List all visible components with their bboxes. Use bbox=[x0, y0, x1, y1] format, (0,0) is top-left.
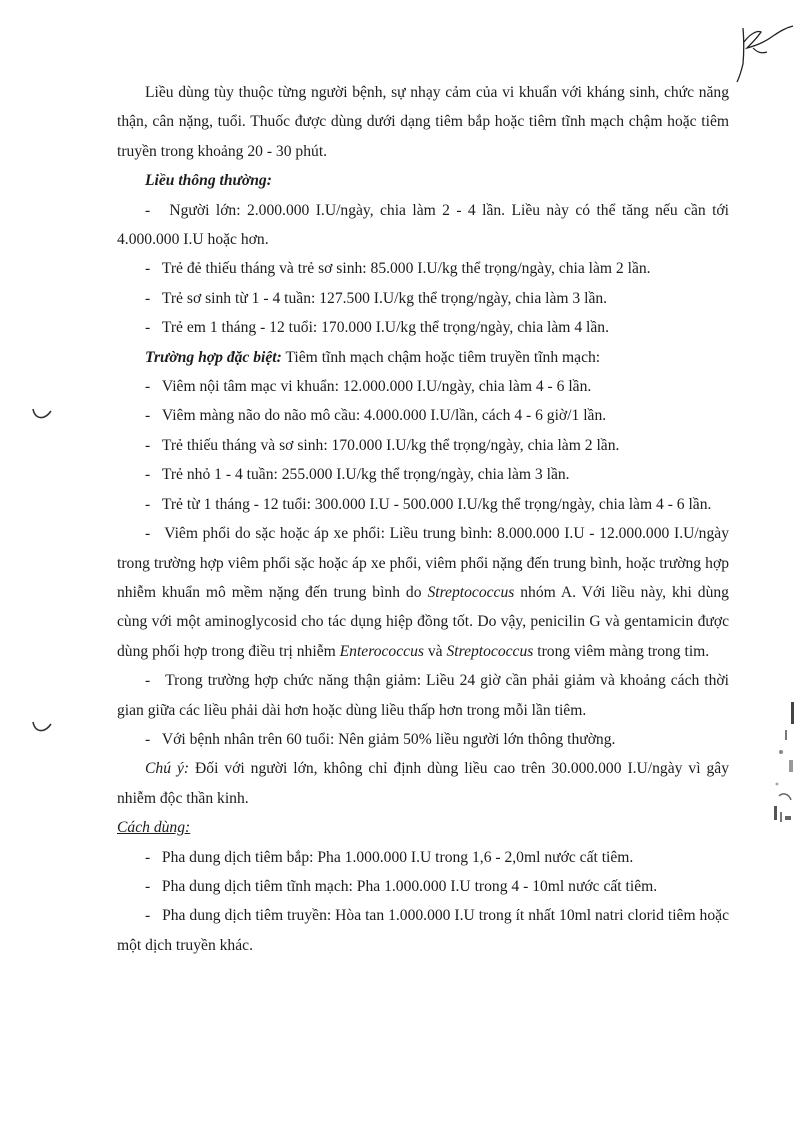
bullet-paragraph bbox=[117, 254, 729, 283]
text-run: Trẻ em 1 tháng - 12 tuổi: 170.000 I.U/kg thể trọng/ngày, chia làm 4 lần. bbox=[161, 319, 609, 337]
bullet-paragraph bbox=[117, 843, 729, 872]
bullet-marker: - bbox=[145, 319, 162, 337]
text-run: Trẻ thiếu tháng và sơ sinh: 170.000 I.U/kg thể trọng/ngày, chia làm 2 lần. bbox=[161, 436, 620, 454]
bullet-paragraph bbox=[117, 401, 729, 430]
text-run: Với bệnh nhân trên 60 tuổi: Nên giảm 50% liều người lớn thông thường. bbox=[161, 730, 616, 748]
bullet-paragraph bbox=[117, 460, 729, 489]
italic-text: Enterococcus bbox=[339, 642, 424, 660]
section-heading: Cách dùng: bbox=[117, 819, 191, 837]
paragraph bbox=[117, 78, 729, 166]
bullet-paragraph bbox=[117, 313, 729, 342]
text-run: Pha dung dịch tiêm bắp: Pha 1.000.000 I.U trong 1,6 - 2,0ml nước cất tiêm. bbox=[161, 848, 634, 866]
paragraph bbox=[117, 754, 729, 813]
text-run: Trẻ từ 1 tháng - 12 tuổi: 300.000 I.U - 500.000 I.U/kg thể trọng/ngày, chia làm 4 - 6 lần. bbox=[161, 495, 712, 513]
paragraph bbox=[117, 343, 729, 372]
paragraph bbox=[117, 813, 729, 842]
text-run: Viêm nội tâm mạc vi khuẩn: 12.000.000 I.U/ngày, chia làm 4 - 6 lần. bbox=[161, 378, 592, 396]
bullet-marker: - bbox=[145, 848, 162, 866]
subheading: Liều thông thường: bbox=[145, 172, 272, 190]
text-run: và bbox=[423, 642, 447, 660]
bullet-paragraph bbox=[117, 725, 729, 754]
text-run: Trẻ nhỏ 1 - 4 tuần: 255.000 I.U/kg thể trọng/ngày, chia làm 3 lần. bbox=[161, 466, 570, 484]
bullet-marker: - bbox=[145, 466, 162, 484]
text-run: Đối với người lớn, không chỉ định dùng liều cao trên 30.000.000 I.U/ngày vì gây nhiễm độc thần kinh. bbox=[117, 760, 729, 807]
text-run: Viêm màng não do não mô cầu: 4.000.000 I.U/lần, cách 4 - 6 giờ/1 lần. bbox=[161, 407, 607, 425]
bullet-paragraph bbox=[117, 196, 729, 255]
text-run: Viêm phổi do sặc hoặc áp xe phổi: Liều trung bình: 8.000.000 I.U - 12.000.000 I.U/ngày trong trường hợp viêm phổi sặc hoặc áp xe phổi, viêm phổi nặng đến trung bình, hoặc trường hợp nhiễm khuẩn mô mềm nặng đến trung bình do bbox=[117, 525, 729, 601]
handwritten-initials bbox=[735, 22, 795, 84]
bullet-paragraph bbox=[117, 901, 729, 960]
punch-hole-mark bbox=[30, 405, 54, 425]
bullet-marker: - bbox=[145, 907, 163, 925]
italic-text: Chú ý: bbox=[145, 760, 190, 778]
bullet-paragraph bbox=[117, 431, 729, 460]
punch-hole-mark bbox=[30, 718, 54, 738]
bullet-paragraph bbox=[117, 372, 729, 401]
text-run: Trong trường hợp chức năng thận giảm: Liều 24 giờ cần phải giảm và khoảng cách thời gian giữa các liều phải dài hơn hoặc dùng liều thấp hơn trong mỗi lần tiêm. bbox=[117, 672, 729, 719]
text-run: trong viêm màng trong tim. bbox=[533, 642, 710, 660]
subheading: Trường hợp đặc biệt: bbox=[145, 348, 282, 366]
bullet-marker: - bbox=[145, 877, 162, 895]
bullet-marker: - bbox=[145, 436, 162, 454]
text-run: Tiêm tĩnh mạch chậm hoặc tiêm truyền tĩnh mạch: bbox=[281, 348, 601, 366]
bullet-marker: - bbox=[145, 201, 170, 219]
bullet-paragraph bbox=[117, 284, 729, 313]
bullet-paragraph bbox=[117, 519, 729, 666]
document-body bbox=[117, 78, 729, 960]
italic-text: Streptococcus bbox=[446, 642, 534, 660]
italic-text: Streptococcus bbox=[427, 583, 515, 601]
bullet-paragraph bbox=[117, 666, 729, 725]
text-run: Pha dung dịch tiêm truyền: Hòa tan 1.000.000 I.U trong ít nhất 10ml natri clorid tiêm hoặc một dịch truyền khác. bbox=[117, 907, 729, 954]
text-run: nhóm A. Với liều này, khi dùng cùng với một aminoglycosid cho tác dụng hiệp đồng tốt. Do vậy, penicilin G và gentamicin được dùng phối hợp trong điều trị nhiễm bbox=[117, 583, 729, 660]
bullet-marker: - bbox=[145, 525, 165, 543]
bullet-marker: - bbox=[145, 289, 162, 307]
paragraph bbox=[117, 166, 729, 195]
text-run: Pha dung dịch tiêm tĩnh mạch: Pha 1.000.000 I.U trong 4 - 10ml nước cất tiêm. bbox=[161, 877, 658, 895]
bullet-marker: - bbox=[145, 260, 162, 278]
text-run: Liều dùng tùy thuộc từng người bệnh, sự nhạy cảm của vi khuẩn với kháng sinh, chức năng thận, cân nặng, tuổi. Thuốc được dùng dưới dạng tiêm bắp hoặc tiêm tĩnh mạch chậm hoặc tiêm truyền trong khoảng 20 - 30 phút. bbox=[117, 84, 729, 160]
bullet-marker: - bbox=[145, 378, 162, 396]
bullet-marker: - bbox=[145, 730, 162, 748]
bullet-marker: - bbox=[145, 495, 162, 513]
bullet-paragraph bbox=[117, 490, 729, 519]
text-run: Trẻ đẻ thiếu tháng và trẻ sơ sinh: 85.000 I.U/kg thể trọng/ngày, chia làm 2 lần. bbox=[161, 260, 651, 278]
scan-edge-artifact bbox=[769, 700, 799, 840]
bullet-marker: - bbox=[145, 672, 166, 690]
bullet-marker: - bbox=[145, 407, 162, 425]
text-run: Trẻ sơ sinh từ 1 - 4 tuần: 127.500 I.U/kg thể trọng/ngày, chia làm 3 lần. bbox=[161, 289, 608, 307]
text-run: Người lớn: 2.000.000 I.U/ngày, chia làm 2 - 4 lần. Liều này có thể tăng nếu cần tới 4.000.000 I.U hoặc hơn. bbox=[117, 201, 729, 249]
bullet-paragraph bbox=[117, 872, 729, 901]
